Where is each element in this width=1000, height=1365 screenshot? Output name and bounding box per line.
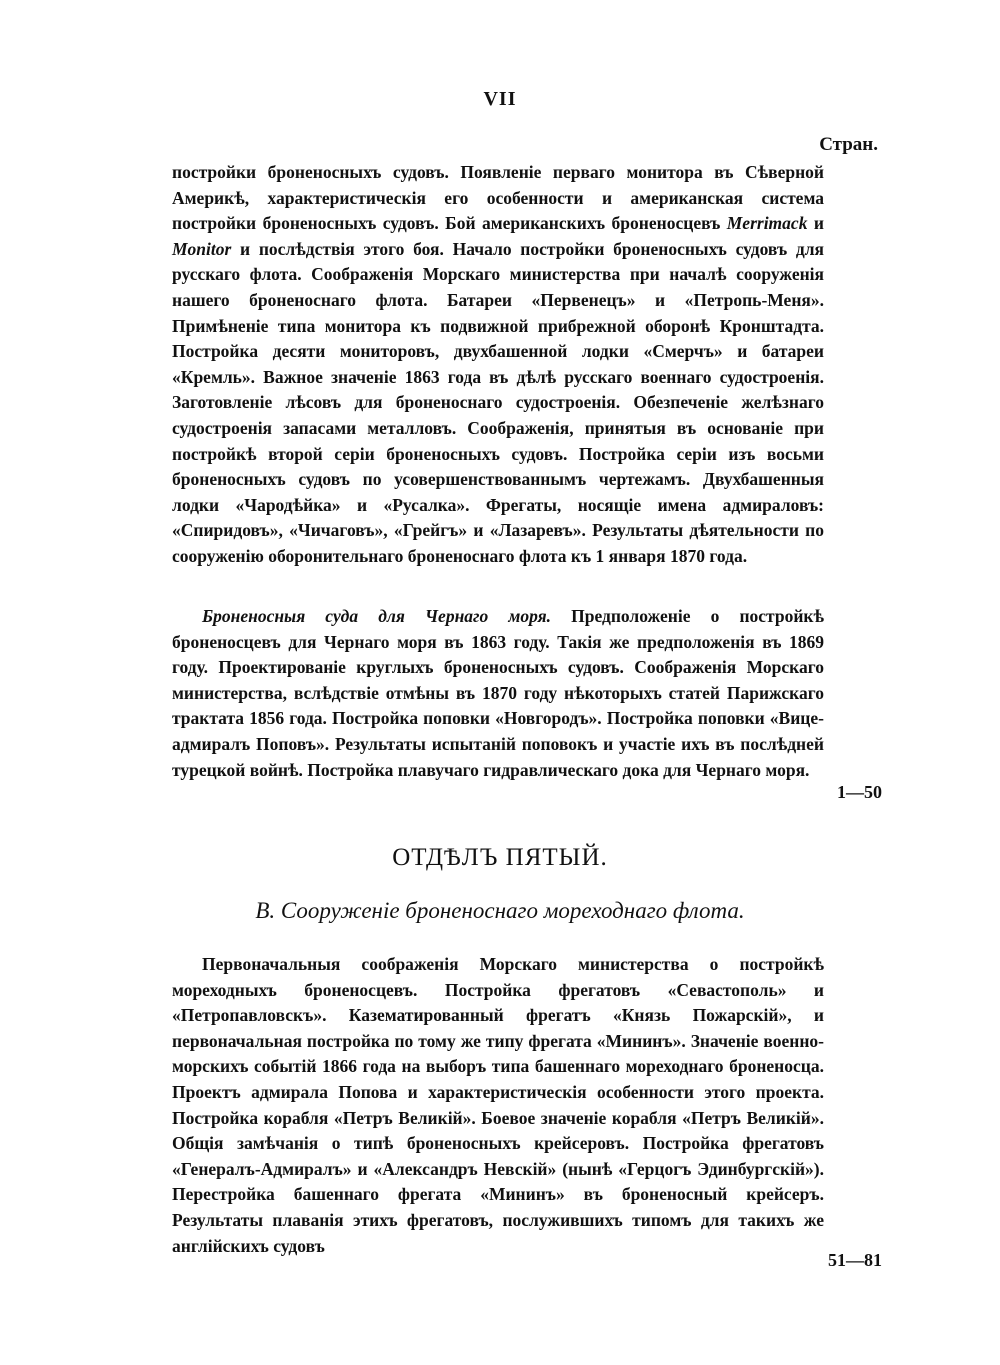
paragraph-text: и — [807, 213, 824, 234]
ship-name-merrimack: Merrimack — [726, 213, 808, 234]
page-number: VII — [483, 88, 517, 110]
page-range-section-5: 51—81 — [828, 1250, 882, 1270]
contents-paragraph-ironclad-construction — [172, 160, 824, 570]
subsection-title: B. Сооруженіе броненоснаго мореходнаго флота. — [255, 898, 745, 923]
ship-name-monitor: Monitor — [172, 238, 232, 259]
contents-paragraph-black-sea — [172, 604, 824, 783]
paragraph-text: постройки броненосныхъ судовъ. Появленіе перваго монитора въ Сѣверной Америкѣ, характеристическія его особенности и американская система постройки броненосныхъ судовъ. Бой американскихъ броненосцевъ — [172, 162, 824, 234]
section-title: ОТДѢЛЪ ПЯТЫЙ. — [392, 844, 608, 871]
page-range-section-4: 1—50 — [837, 782, 882, 802]
contents-paragraph-seagoing-fleet: Первоначальныя соображенія Морскаго министерства о постройкѣ мореходныхъ броненосцевъ. Постройка фрегатовъ «Севастополь» и «Петропавловскъ». Казематированный фрегатъ «Князь Пожарскій», и первоначальная постройка по тому же типу фрегата «Мининъ». Значеніе военно-морскихъ событій 1866 года на выборъ типа башеннаго мореходнаго броненосца. Проектъ адмирала Попова и характеристическія особенности этого проекта. Постройка корабля «Петръ Великій». Боевое значеніе корабля «Петръ Великій». Общія замѣчанія о типѣ броненосныхъ крейсеровъ. Постройка фрегатовъ «Генералъ-Адмиралъ» и «Александръ Невскій» (нынѣ «Герцогъ Эдинбургскій»). Перестройка башеннаго фрегата «Мининъ» въ броненосный крейсеръ. Результаты плаванія этихъ фрегатовъ, послужившихъ типомъ для такихъ же англійскихъ судовъ — [172, 954, 824, 1256]
paragraph-text: Предположеніе о постройкѣ броненосцевъ для Чернаго моря въ 1863 году. Такія же предположенія въ 1869 году. Проектированіе круглыхъ броненосныхъ судовъ. Соображенія Морскаго министерства, вслѣдствіе отмѣны въ 1870 году нѣкоторыхъ статей Парижскаго трактата 1856 года. Постройка поповки «Новгородъ». Постройка поповки «Вице-адмиралъ Поповъ». Результаты испытаній поповокъ и участіе ихъ въ послѣдней турецкой войнѣ. Постройка плавучаго гидравлическаго дока для Чернаго моря. — [172, 606, 824, 780]
paragraph-heading-italic: Броненосныя суда для Чернаго моря. — [202, 606, 551, 626]
paragraph-text: и послѣдствія этого боя. Начало постройки броненосныхъ судовъ для русскаго флота. Соображенія Морскаго министерства при началѣ сооруженія нашего броненоснаго флота. Батареи «Первенецъ» и «Петропь-Меня». Примѣненіе типа монитора къ подвижной прибрежной оборонѣ Кронштадта. Постройка десяти мониторовъ, двухбашенной лодки «Смерчъ» и батареи «Кремль». Важное значеніе 1863 года въ дѣлѣ русскаго военнаго судостроенія. Заготовленіе лѣсовъ для броненоснаго судостроенія. Обезпеченіе желѣзнаго судостроенія запасами металловъ. Соображенія, принятыя въ основаніе при постройкѣ второй серіи броненосныхъ судовъ. Постройка серіи изъ восьми броненосныхъ судовъ по усовершенствованнымъ чертежамъ. Двухбашенныя лодки «Чародѣйка» и «Русалка». Фрегаты, носящіе имена адмираловъ: «Спиридовъ», «Чичаговъ», «Грейгъ» и «Лазаревъ». Результаты дѣятельности по сооруженію оборонительнаго броненоснаго флота къ 1 января 1870 года. — [172, 238, 824, 566]
page-column-label: Стран. — [819, 134, 878, 155]
